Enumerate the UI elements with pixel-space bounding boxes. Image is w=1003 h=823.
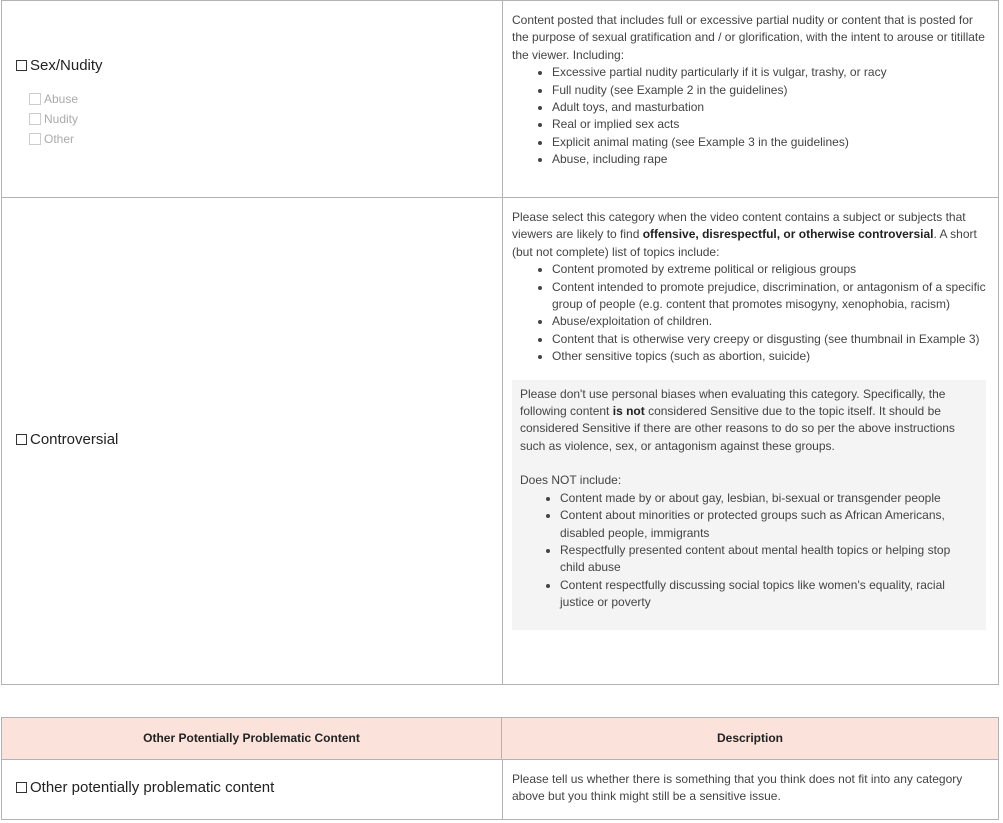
subcategory-other[interactable] — [29, 129, 78, 149]
other-label: Other — [44, 132, 75, 146]
row-other-content — [2, 760, 998, 819]
list-item: • Full nudity (see Example 2 in the guidelines) — [552, 82, 986, 99]
sex-nudity-bullets — [512, 64, 986, 168]
list-item: • Content promoted by extreme political or religious groups — [552, 261, 986, 278]
list-item: • Content respectfully discussing social topics like women's equality, racial justice or poverty — [560, 577, 978, 612]
subcategory-nudity[interactable] — [29, 109, 78, 129]
other-content-label: Other potentially problematic content — [30, 779, 275, 796]
not-include-list — [520, 490, 978, 612]
list-item: • Explicit animal mating (see Example 3 in the guidelines) — [552, 134, 986, 151]
nudity-checkbox[interactable] — [29, 113, 41, 125]
other-content-option[interactable] — [16, 779, 274, 796]
row-sex-nudity — [2, 1, 998, 198]
bias-note: Please don't use personal biases when evaluating this category. Specifically, the following content is not considered Sensitive due to the topic itself. It should be considered Sensitive if there are other reasons to do so per the above instructions such as violence, sex, or antagonism against these groups. — [520, 386, 955, 453]
list-item: • Content made by or about gay, lesbian, bi-sexual or transgender people — [560, 490, 978, 507]
sex-nudity-label: Sex/Nudity — [30, 57, 103, 74]
list-item: • Respectfully presented content about mental health topics or helping stop child abuse — [560, 542, 978, 577]
sex-nudity-subcategories — [29, 89, 78, 149]
controversial-bullets — [512, 261, 986, 365]
controversial-intro: Please select this category when the video content contains a subject or subjects that viewers are likely to find offensive, disrespectful, or otherwise controversial. A short (but not complete) list of topics include: — [512, 210, 977, 259]
list-item: • Excessive partial nudity particularly if it is vulgar, trashy, or racy — [552, 64, 986, 81]
table-header — [2, 718, 998, 760]
controversial-description — [512, 209, 986, 630]
category-table — [1, 0, 999, 685]
column-divider — [502, 760, 503, 819]
other-content-description: Please tell us whether there is something that you think does not fit into any category above but you think might still be a sensitive issue. — [512, 772, 963, 804]
controversial-option[interactable] — [16, 431, 118, 448]
controversial-label: Controversial — [30, 431, 119, 448]
nudity-label: Nudity — [44, 112, 79, 126]
list-item: • Content about minorities or protected groups such as African Americans, disabled people, immigrants — [560, 507, 978, 542]
abuse-checkbox[interactable] — [29, 93, 41, 105]
list-item: • Abuse/exploitation of children. — [552, 313, 986, 330]
list-item: • Abuse, including rape — [552, 151, 986, 168]
list-item: • Other sensitive topics (such as abortion, suicide) — [552, 348, 986, 365]
list-item: • Adult toys, and masturbation — [552, 99, 986, 116]
list-item: • Content that is otherwise very creepy or disgusting (see thumbnail in Example 3) — [552, 331, 986, 348]
header-description: Description — [716, 731, 783, 745]
other-content-checkbox[interactable] — [16, 782, 27, 793]
not-include-title: Does NOT include: — [520, 473, 622, 488]
header-other-content: Other Potentially Problematic Content — [2, 718, 502, 759]
controversial-checkbox[interactable] — [16, 434, 27, 445]
list-item: • Content intended to promote prejudice, discrimination, or antagonism of a specific group of people (e.g. content that promotes misogyny, xenophobia, racism) — [552, 279, 986, 314]
abuse-label: Abuse — [44, 92, 79, 106]
subcategory-abuse[interactable] — [29, 89, 78, 109]
row-controversial — [2, 198, 998, 684]
other-checkbox[interactable] — [29, 133, 41, 145]
sex-nudity-checkbox[interactable] — [16, 60, 27, 71]
sex-nudity-option[interactable] — [16, 57, 103, 74]
bias-note-box — [512, 380, 986, 630]
sex-nudity-intro: Content posted that includes full or excessive partial nudity or content that is posted for the purpose of sexual gratification and / or glorification, with the intent to arouse or titillate the viewer. Including: — [512, 13, 985, 62]
other-content-table — [1, 717, 999, 820]
list-item: • Real or implied sex acts — [552, 116, 986, 133]
sex-nudity-description — [512, 12, 986, 169]
